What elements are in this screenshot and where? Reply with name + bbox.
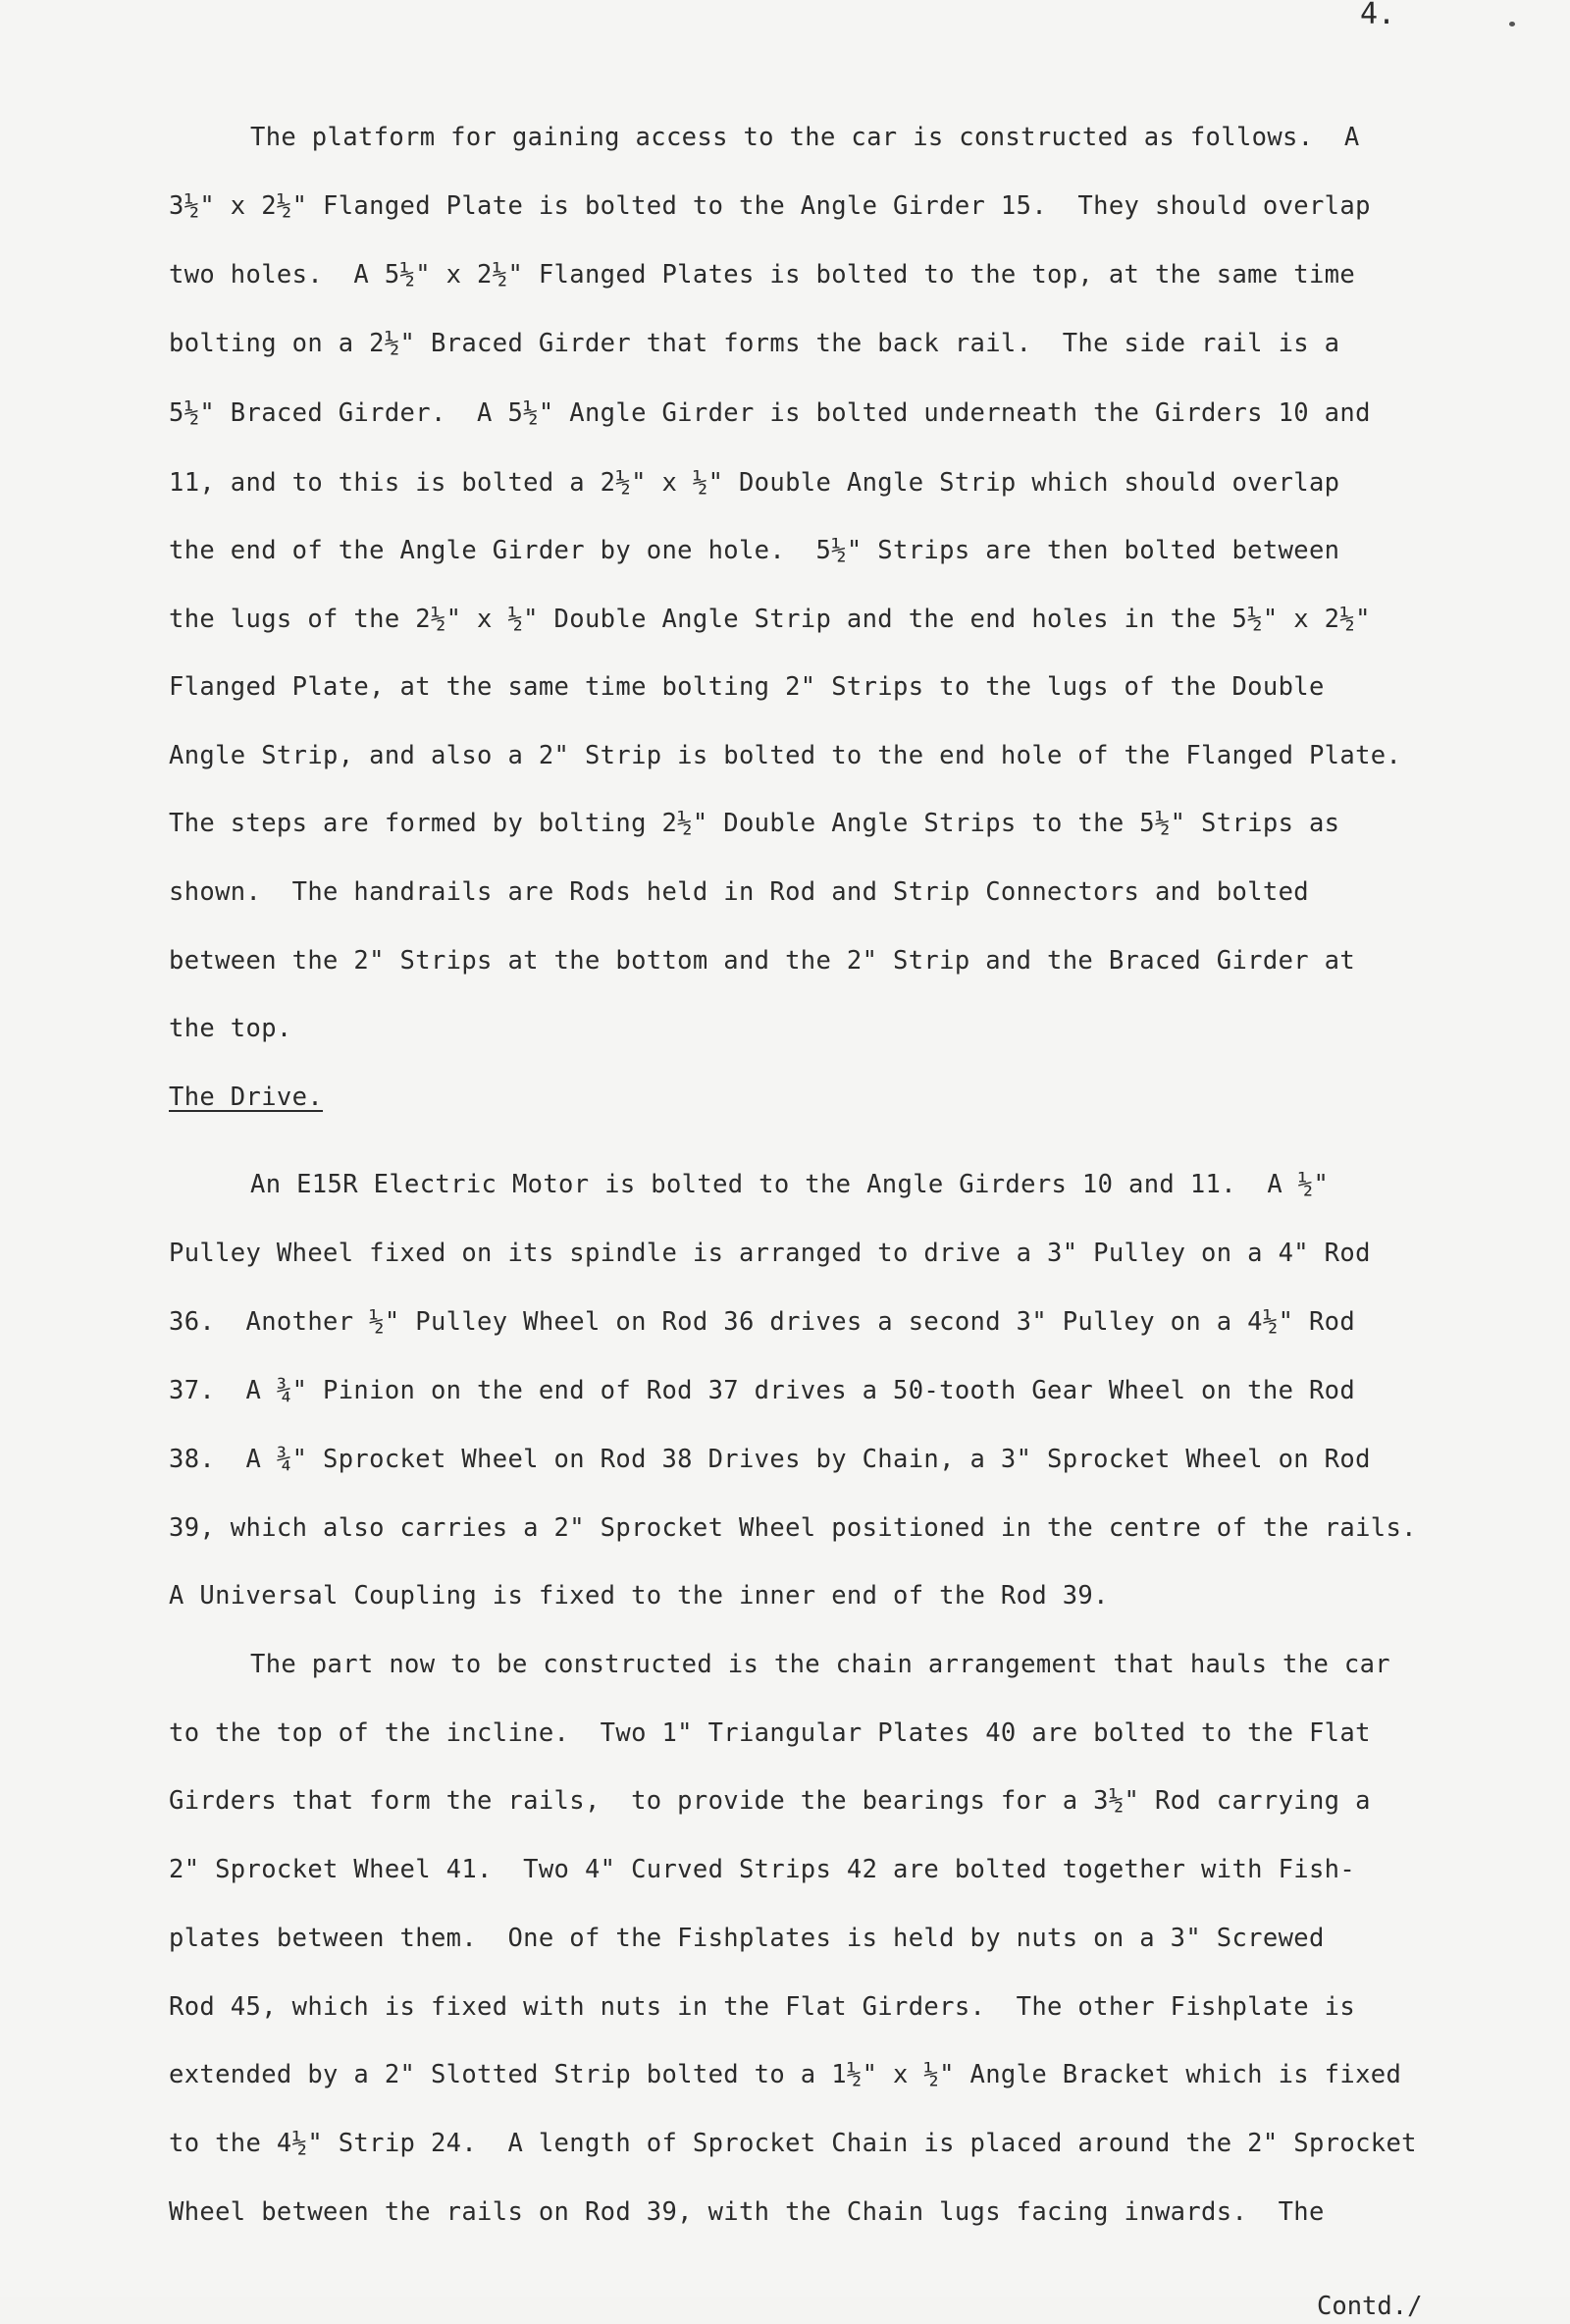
text-line: to the top of the incline. Two 1" Triangular Plates 40 are bolted to the Flat (169, 1718, 1371, 1748)
text-line: plates between them. One of the Fishplates is held by nuts on a 3" Screwed (169, 1924, 1325, 1953)
text-line: the end of the Angle Girder by one hole. 5½" Strips are then bolted between (169, 536, 1340, 565)
text-line: to the 4½" Strip 24. A length of Sprocket Chain is placed around the 2" Sprocket (169, 2129, 1417, 2158)
scan-speck (1509, 22, 1515, 26)
text-line: two holes. A 5½" x 2½" Flanged Plates is bolted to the top, at the same time (169, 260, 1356, 290)
text-line: An E15R Electric Motor is bolted to the Angle Girders 10 and 11. A ½" (250, 1170, 1330, 1199)
continued-marker: Contd./ (1317, 2292, 1423, 2321)
text-line: 2" Sprocket Wheel 41. Two 4" Curved Strips 42 are bolted together with Fish- (169, 1855, 1356, 1884)
text-line: the top. (169, 1014, 292, 1043)
text-line: The steps are formed by bolting 2½" Double Angle Strips to the 5½" Strips as (169, 809, 1340, 838)
text-line: Angle Strip, and also a 2" Strip is bolted to the end hole of the Flanged Plate. (169, 741, 1402, 770)
text-line: Pulley Wheel fixed on its spindle is arranged to drive a 3" Pulley on a 4" Rod (169, 1239, 1371, 1268)
page-number: 4. (1360, 0, 1396, 31)
text-line: 11, and to this is bolted a 2½" x ½" Double Angle Strip which should overlap (169, 468, 1340, 498)
text-line: shown. The handrails are Rods held in Rod and Strip Connectors and bolted (169, 877, 1309, 907)
text-line: between the 2" Strips at the bottom and the 2" Strip and the Braced Girder at (169, 946, 1356, 976)
text-line: Flanged Plate, at the same time bolting 2" Strips to the lugs of the Double (169, 672, 1325, 702)
text-line: 37. A ¾" Pinion on the end of Rod 37 drives a 50-tooth Gear Wheel on the Rod (169, 1376, 1356, 1405)
text-line: 3½" x 2½" Flanged Plate is bolted to the Angle Girder 15. They should overlap (169, 191, 1371, 221)
text-line: the lugs of the 2½" x ½" Double Angle Strip and the end holes in the 5½" x 2½" (169, 605, 1371, 634)
text-line: Girders that form the rails, to provide the bearings for a 3½" Rod carrying a (169, 1786, 1371, 1816)
text-line: A Universal Coupling is fixed to the inner end of the Rod 39. (169, 1581, 1109, 1611)
text-line: extended by a 2" Slotted Strip bolted to a 1½" x ½" Angle Bracket which is fixed (169, 2060, 1402, 2089)
text-line: 36. Another ½" Pulley Wheel on Rod 36 drives a second 3" Pulley on a 4½" Rod (169, 1307, 1356, 1337)
text-line: bolting on a 2½" Braced Girder that forms the back rail. The side rail is a (169, 329, 1340, 358)
text-line: The platform for gaining access to the car is constructed as follows. A (250, 123, 1360, 152)
text-line: 5½" Braced Girder. A 5½" Angle Girder is bolted underneath the Girders 10 and (169, 398, 1371, 428)
section-heading: The Drive. (169, 1083, 324, 1112)
text-line: The part now to be constructed is the chain arrangement that hauls the car (250, 1650, 1390, 1679)
text-line: Rod 45, which is fixed with nuts in the Flat Girders. The other Fishplate is (169, 1992, 1356, 2022)
text-line: Wheel between the rails on Rod 39, with the Chain lugs facing inwards. The (169, 2197, 1325, 2227)
text-line: 39, which also carries a 2" Sprocket Wheel positioned in the centre of the rails. (169, 1513, 1417, 1543)
text-line: 38. A ¾" Sprocket Wheel on Rod 38 Drives by Chain, a 3" Sprocket Wheel on Rod (169, 1445, 1371, 1474)
